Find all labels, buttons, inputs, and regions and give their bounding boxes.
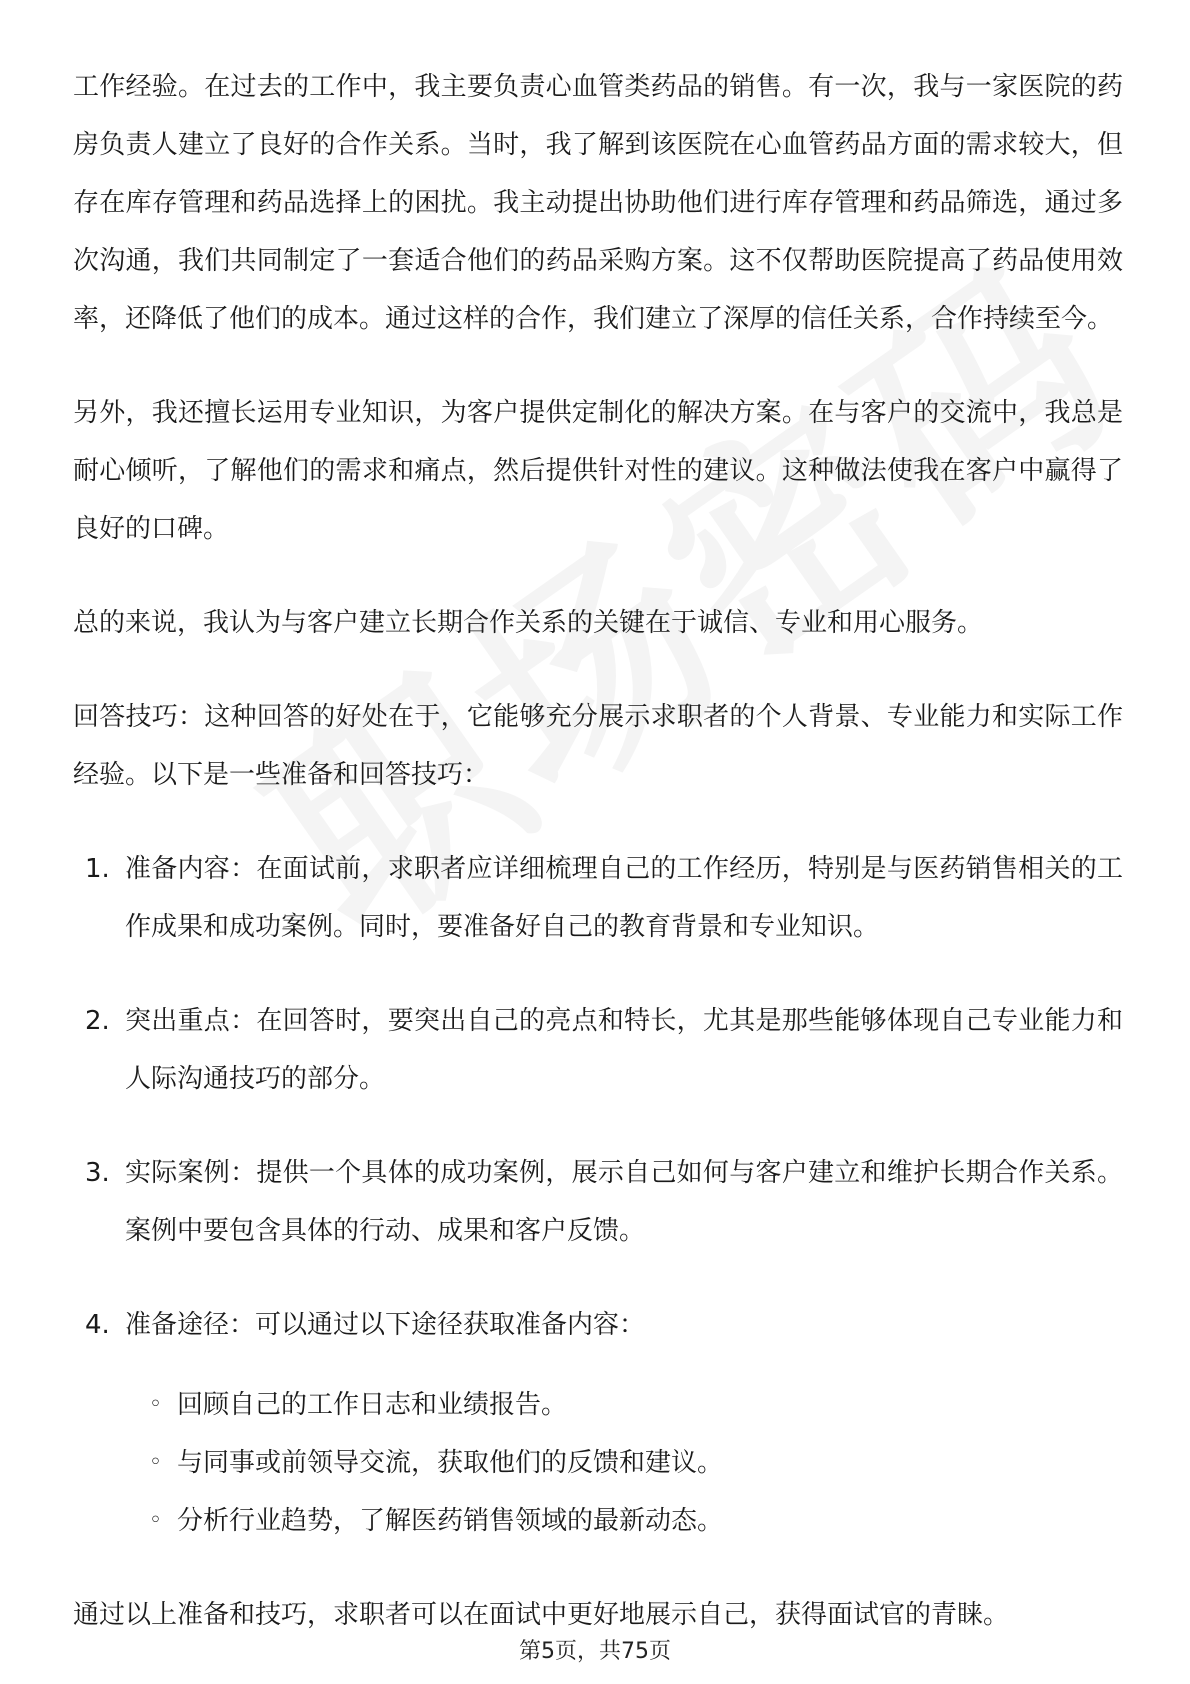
list-number: 1. bbox=[85, 854, 110, 884]
list-item bbox=[73, 1144, 1123, 1260]
list-number: 4. bbox=[85, 1310, 110, 1340]
list-item-text: 准备内容：在面试前，求职者应详细梳理自己的工作经历，特别是与医药销售相关的工作成果和成功案例。同时，要准备好自己的教育背景和专业知识。 bbox=[125, 854, 1123, 942]
list-item-text: 准备途径：可以通过以下途径获取准备内容： bbox=[125, 1310, 646, 1340]
list-item-text: 实际案例：提供一个具体的成功案例，展示自己如何与客户建立和维护长期合作关系。案例中要包含具体的行动、成果和客户反馈。 bbox=[125, 1158, 1123, 1246]
sub-list-item bbox=[125, 1434, 1123, 1492]
sub-list bbox=[125, 1376, 1123, 1550]
page-number: 第5页，共75页 bbox=[519, 1639, 671, 1664]
bullet-icon: ◦ bbox=[149, 1508, 162, 1533]
sub-list-item-text: 与同事或前领导交流，获取他们的反馈和建议。 bbox=[177, 1448, 724, 1478]
list-item bbox=[73, 840, 1123, 956]
list-number: 3. bbox=[85, 1158, 110, 1188]
sub-list-item bbox=[125, 1492, 1123, 1550]
list-item bbox=[73, 992, 1123, 1108]
paragraph-answer-tips: 回答技巧：这种回答的好处在于，它能够充分展示求职者的个人背景、专业能力和实际工作经验。以下是一些准备和回答技巧： bbox=[73, 702, 1123, 790]
list-item-text: 突出重点：在回答时，要突出自己的亮点和特长，尤其是那些能够体现自己专业能力和人际沟通技巧的部分。 bbox=[125, 1006, 1123, 1094]
sub-list-item bbox=[125, 1376, 1123, 1434]
list-item bbox=[73, 1296, 1123, 1550]
tips-list bbox=[73, 840, 1123, 1550]
paragraph-work-experience: 工作经验。在过去的工作中，我主要负责心血管类药品的销售。有一次，我与一家医院的药房负责人建立了良好的合作关系。当时，我了解到该医院在心血管药品方面的需求较大，但存在库存管理和药品选择上的困扰。我主动提出协助他们进行库存管理和药品筛选，通过多次沟通，我们共同制定了一套适合他们的药品采购方案。这不仅帮助医院提高了药品使用效率，还降低了他们的成本。通过这样的合作，我们建立了深厚的信任关系，合作持续至今。 bbox=[73, 72, 1123, 334]
bullet-icon: ◦ bbox=[149, 1392, 162, 1417]
sub-list-item-text: 分析行业趋势，了解医药销售领域的最新动态。 bbox=[177, 1506, 724, 1536]
sub-list-item-text: 回顾自己的工作日志和业绩报告。 bbox=[177, 1390, 568, 1420]
paragraph-custom-solutions: 另外，我还擅长运用专业知识，为客户提供定制化的解决方案。在与客户的交流中，我总是耐心倾听，了解他们的需求和痛点，然后提供针对性的建议。这种做法使我在客户中赢得了良好的口碑。 bbox=[73, 398, 1123, 544]
paragraph-closing: 通过以上准备和技巧，求职者可以在面试中更好地展示自己，获得面试官的青睐。 bbox=[73, 1600, 1010, 1630]
bullet-icon: ◦ bbox=[149, 1450, 162, 1475]
paragraph-summary: 总的来说，我认为与客户建立长期合作关系的关键在于诚信、专业和用心服务。 bbox=[73, 608, 984, 638]
page-content bbox=[73, 58, 1123, 1680]
list-number: 2. bbox=[85, 1006, 110, 1036]
